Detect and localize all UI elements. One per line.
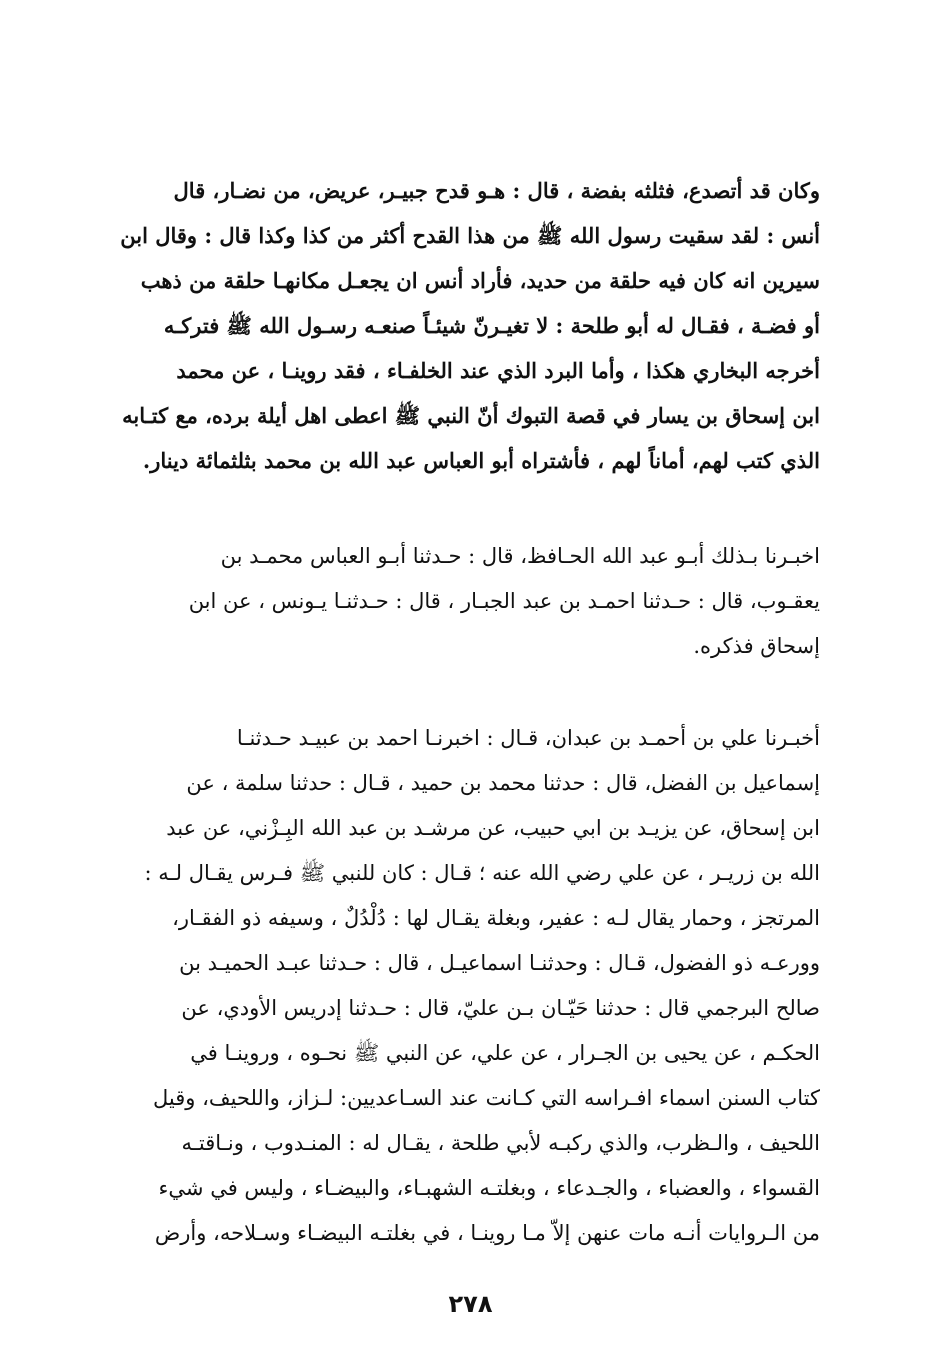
text-line: أخبـرنا علي بن أحمـد بن عبدان، قـال : اخبرنـا احمد بن عبيـد حـدثنـا <box>236 726 820 750</box>
text-line: الله بن زريـر ، عن علي رضي الله عنه ؛ قـال : كان للنبي ﷺ فـرس يقـال لـه : <box>144 861 820 885</box>
text-line: وكان قد أتصدع، فثلثه بفضة ، قال : هـو قدح جبيـر، عريض، من نضـار، قال <box>173 178 820 203</box>
text-line: من الـروايات أنـه مات عنهن إلاّ مـا روينـا ، في بغلتـه البيضـاء وسـلاحه، وأرض <box>154 1221 820 1245</box>
paragraph-1 <box>86 168 820 483</box>
text-line: صالح البرجمي قال : حدثنا حَيّـان بـن عليّ، قال : حـدثنا إدريس الأودي، عن <box>181 996 820 1020</box>
text-line: كتاب السنن اسماء افـراسه التي كـانت عند السـاعديين: لـزاز، واللحيف، وقيل <box>152 1086 820 1110</box>
text-line: ابن إسحاق بن يسار في قصة التبوك أنّ النبي ﷺ اعطى اهل أيلة برده، مع كتـابه <box>122 403 820 428</box>
text-line: ابن إسحاق، عن يزيـد بن ابي حبيب، عن مرشـد بن عبد الله البِـزْني، عن عبد <box>166 816 820 840</box>
text-line: إسماعيل بن الفضل، قال : حدثنا محمد بن حميد ، قـال : حدثنا سلمة ، عن <box>186 771 820 795</box>
text-line: المرتجز ، وحمار يقال لـه : عفير، وبغلة يقـال لها : دُلْدُلٌ ، وسيفه ذو الفقـار، <box>172 906 820 930</box>
page-number: ٢٧٨ <box>448 1290 493 1318</box>
text-line: إسحاق فذكره. <box>693 634 820 658</box>
text-line: يعقـوب، قال : حـدثنا احمـد بن عبد الجبـار ، قال : حـدثنـا يـونس ، عن ابن <box>188 589 820 613</box>
text-line: أو فضـة ، فقـال له أبو طلحة : لا تغيـرنّ شيئـاً صنعـه رسـول الله ﷺ فتركـه <box>163 313 820 338</box>
text-line: القسواء ، والعضباء ، والجـدعاء ، وبغلتـه الشهبـاء، والبيضـاء ، وليس في شيء <box>158 1176 820 1200</box>
text-line: اخبـرنا بـذلك أبـو عبد الله الحـافظ، قال : حـدثنا أبـو العباس محمـد بن <box>220 544 820 568</box>
text-line: اللحيف ، والـظرب، والذي ركبـه لأبي طلحة ، يقـال له : المنـدوب ، ونـاقتـه <box>181 1131 820 1155</box>
text-line: سيرين انه كان فيه حلقة من حديد، فأراد أنس ان يجعـل مكانهـا حلقة من ذهب <box>140 268 820 293</box>
paragraph-3 <box>86 716 820 1256</box>
text-line: الحكـم ، عن يحيى بن الجـرار ، عن علي، عن النبي ﷺ نحـوه ، وروينـا في <box>190 1041 820 1065</box>
text-line: أنس : لقد سقيت رسول الله ﷺ من هذا القدح أكثر من كذا وكذا قال : وقال ابن <box>120 223 820 248</box>
text-line: أخرجه البخاري هكذا ، وأما البرد الذي عند الخلفـاء ، فقد روينـا ، عن محمد <box>176 358 820 383</box>
paragraph-2 <box>86 534 820 669</box>
text-line: وورعـه ذو الفضول، قـال : وحدثنـا اسماعيـل ، قال : حـدثنا عبـد الحميـد بن <box>179 951 820 975</box>
text-line: الذي كتب لهم، أماناً لهم ، فأشتراه أبو العباس عبد الله بن محمد بثلثمائة دينار. <box>142 448 820 473</box>
